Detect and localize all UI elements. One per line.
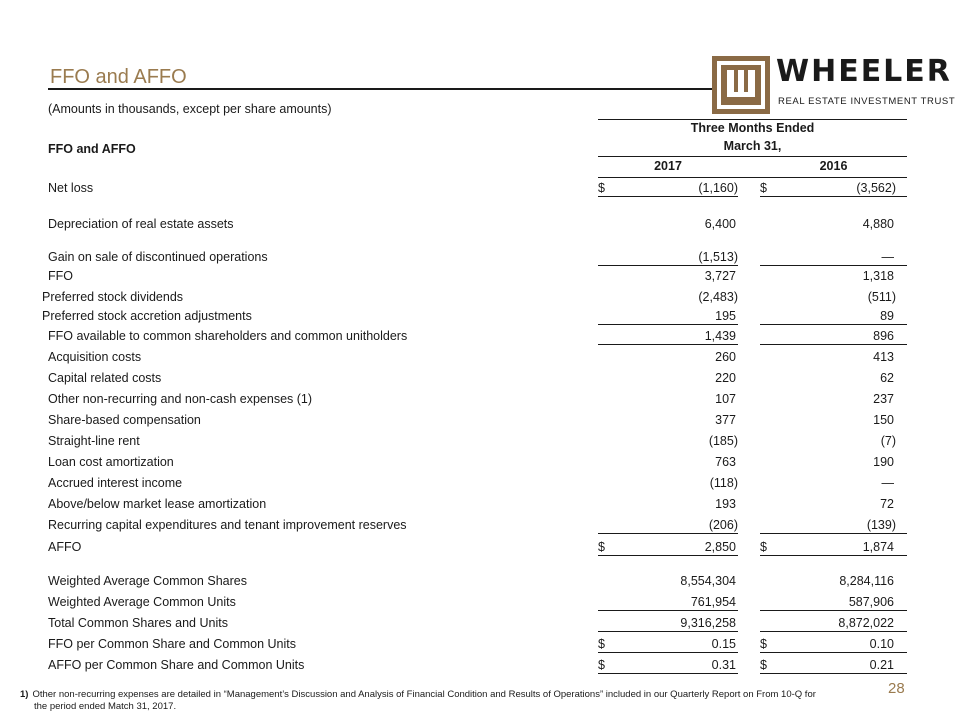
value-2017: (185)	[708, 434, 738, 448]
value-2017: 195	[715, 309, 736, 323]
value-2016: 62	[880, 371, 894, 385]
value-2017: 377	[715, 413, 736, 427]
value-2016: (511)	[867, 290, 896, 304]
value-2016: (7)	[880, 434, 896, 448]
value-2016-cell	[760, 537, 907, 556]
table-row	[0, 613, 960, 633]
table-row	[0, 287, 960, 307]
value-2017: 0.31	[711, 658, 736, 672]
table-row	[0, 452, 960, 472]
value-2016: 89	[880, 309, 894, 323]
dollar-sign: $	[760, 181, 767, 195]
value-2016-cell	[760, 368, 907, 386]
value-2017-cell	[598, 452, 738, 470]
row-label: Capital related costs	[48, 371, 162, 385]
value-2016: 4,880	[862, 217, 894, 231]
value-2017: 260	[715, 350, 736, 364]
table-row	[0, 389, 960, 409]
value-2016: 587,906	[848, 595, 894, 609]
wheeler-logo-mark-icon	[712, 56, 770, 114]
value-2017-cell	[598, 247, 738, 266]
value-2017: 3,727	[704, 269, 736, 283]
row-label: Preferred stock accretion adjustments	[42, 309, 252, 323]
value-2017-cell	[598, 537, 738, 556]
value-2016-cell	[760, 494, 907, 512]
value-2017: 761,954	[690, 595, 736, 609]
value-2017-cell	[598, 410, 738, 428]
logo-wordmark: WHEELER	[776, 54, 952, 89]
value-2016-cell	[760, 287, 907, 305]
period-subheading: March 31,	[723, 139, 782, 153]
value-2016-cell	[760, 389, 907, 407]
value-2016: 8,284,116	[839, 574, 894, 588]
value-2017: 220	[715, 371, 736, 385]
table-row	[0, 515, 960, 535]
value-2017: 763	[715, 455, 736, 469]
row-label: Total Common Shares and Units	[48, 616, 228, 630]
row-label: Accrued interest income	[48, 476, 183, 490]
value-2016: 896	[873, 329, 894, 343]
value-2017-cell	[598, 634, 738, 653]
dollar-sign: $	[598, 658, 605, 672]
value-2016-cell	[760, 592, 907, 611]
value-2016-cell	[760, 634, 907, 653]
value-2016-cell	[760, 613, 907, 632]
value-2016: (139)	[866, 518, 896, 532]
value-2016: 413	[873, 350, 894, 364]
row-label: AFFO per Common Share and Common Units	[48, 658, 305, 672]
value-2017-cell	[598, 431, 738, 449]
value-2016-cell	[760, 410, 907, 428]
value-2017-cell	[598, 494, 738, 512]
value-2016-cell	[760, 266, 907, 284]
value-2017-cell	[598, 178, 738, 197]
row-label: Straight-line rent	[48, 434, 140, 448]
footnote-text-continued: the period ended Match 31, 2017.	[34, 701, 177, 712]
period-heading: Three Months Ended	[690, 121, 815, 135]
table-row	[0, 592, 960, 612]
value-2016: 1,318	[862, 269, 894, 283]
wheeler-logo	[712, 54, 956, 116]
dollar-sign: $	[760, 540, 767, 554]
value-2017: 2,850	[704, 540, 736, 554]
table-row	[0, 431, 960, 451]
dollar-sign: $	[598, 181, 605, 195]
value-2016-cell	[760, 247, 907, 266]
dollar-sign: $	[760, 658, 767, 672]
value-2017: 193	[715, 497, 736, 511]
row-label: Preferred stock dividends	[42, 290, 184, 304]
value-2017: 0.15	[711, 637, 736, 651]
value-2016: —	[881, 476, 894, 490]
header-top-rule	[598, 119, 907, 120]
row-label: Recurring capital expenditures and tenant improvement reserves	[48, 518, 407, 532]
value-2017-cell	[598, 347, 738, 365]
value-2017-cell	[598, 287, 738, 305]
value-2017: 9,316,258	[680, 616, 736, 630]
value-2017: 107	[715, 392, 736, 406]
row-label: Acquisition costs	[48, 350, 142, 364]
row-label: Share-based compensation	[48, 413, 201, 427]
page-number: 28	[888, 680, 905, 697]
value-2016: 150	[873, 413, 894, 427]
dollar-sign: $	[598, 637, 605, 651]
value-2016: 237	[873, 392, 894, 406]
value-2017-cell	[598, 266, 738, 284]
dollar-sign: $	[598, 540, 605, 554]
value-2016: 0.10	[869, 637, 894, 651]
value-2017-cell	[598, 389, 738, 407]
logo-subtitle: REAL ESTATE INVESTMENT TRUST	[778, 96, 956, 107]
value-2016: 0.21	[869, 658, 894, 672]
value-2016: —	[881, 250, 894, 264]
value-2016-cell	[760, 178, 907, 197]
value-2017-cell	[598, 326, 738, 345]
value-2016-cell	[760, 431, 907, 449]
table-row	[0, 247, 960, 267]
value-2016-cell	[760, 214, 907, 232]
value-2017-cell	[598, 613, 738, 632]
table-row	[0, 634, 960, 654]
table-row	[0, 655, 960, 675]
table-row	[0, 306, 960, 326]
value-2017-cell	[598, 515, 738, 534]
value-2016: 72	[880, 497, 894, 511]
row-label: Weighted Average Common Units	[48, 595, 236, 609]
table-row	[0, 537, 960, 557]
value-2017: (206)	[708, 518, 738, 532]
value-2017-cell	[598, 571, 738, 589]
value-2017: (2,483)	[698, 290, 738, 304]
footnote-number: 1)	[20, 689, 29, 700]
table-row	[0, 214, 960, 234]
value-2017: (1,513)	[698, 250, 738, 264]
value-2017: (1,160)	[698, 181, 738, 195]
row-label: Loan cost amortization	[48, 455, 174, 469]
table-row	[0, 266, 960, 286]
row-label: Other non-recurring and non-cash expenses (1)	[48, 392, 313, 406]
row-label: Weighted Average Common Shares	[48, 574, 247, 588]
amounts-note: (Amounts in thousands, except per share amounts)	[48, 102, 332, 116]
row-label: AFFO	[48, 540, 82, 554]
value-2017-cell	[598, 214, 738, 232]
year-2017-heading: 2017	[654, 159, 682, 173]
value-2017: 1,439	[704, 329, 736, 343]
table-row	[0, 326, 960, 346]
value-2016-cell	[760, 452, 907, 470]
table-row	[0, 178, 960, 198]
value-2017: 6,400	[704, 217, 736, 231]
page-title: FFO and AFFO	[50, 66, 187, 88]
value-2017-cell	[598, 306, 738, 325]
value-2016-cell	[760, 571, 907, 589]
table-section-label: FFO and AFFO	[48, 142, 136, 156]
value-2017-cell	[598, 368, 738, 386]
row-label: FFO available to common shareholders and common unitholders	[48, 329, 408, 343]
value-2017-cell	[598, 592, 738, 611]
value-2016-cell	[760, 515, 907, 534]
table-row	[0, 494, 960, 514]
table-row	[0, 347, 960, 367]
value-2016: 190	[873, 455, 894, 469]
footnote	[20, 689, 850, 713]
value-2017-cell	[598, 655, 738, 674]
header-mid-rule	[598, 156, 907, 157]
dollar-sign: $	[760, 637, 767, 651]
value-2017-cell	[598, 473, 738, 491]
value-2016-cell	[760, 306, 907, 325]
row-label: FFO	[48, 269, 73, 283]
row-label: Gain on sale of discontinued operations	[48, 250, 268, 264]
row-label: Net loss	[48, 181, 94, 195]
value-2016-cell	[760, 347, 907, 365]
row-label: Above/below market lease amortization	[48, 497, 267, 511]
year-2016-heading: 2016	[819, 159, 848, 173]
row-label: Depreciation of real estate assets	[48, 217, 234, 231]
row-label: FFO per Common Share and Common Units	[48, 637, 297, 651]
value-2017: 8,554,304	[680, 574, 736, 588]
footnote-text: Other non-recurring expenses are detailed in “Management’s Discussion and Analysis of Financial Condition and Results of Operations” included in our Quarterly Report on From 10-Q for	[32, 689, 816, 700]
value-2016-cell	[760, 655, 907, 674]
table-row	[0, 473, 960, 493]
value-2016: 8,872,022	[838, 616, 894, 630]
value-2016: 1,874	[862, 540, 894, 554]
table-row	[0, 368, 960, 388]
value-2016-cell	[760, 326, 907, 345]
value-2016: (3,562)	[856, 181, 896, 195]
value-2016-cell	[760, 473, 907, 491]
value-2017: (118)	[709, 476, 738, 490]
title-underline	[48, 88, 712, 90]
table-row	[0, 410, 960, 430]
table-row	[0, 571, 960, 591]
